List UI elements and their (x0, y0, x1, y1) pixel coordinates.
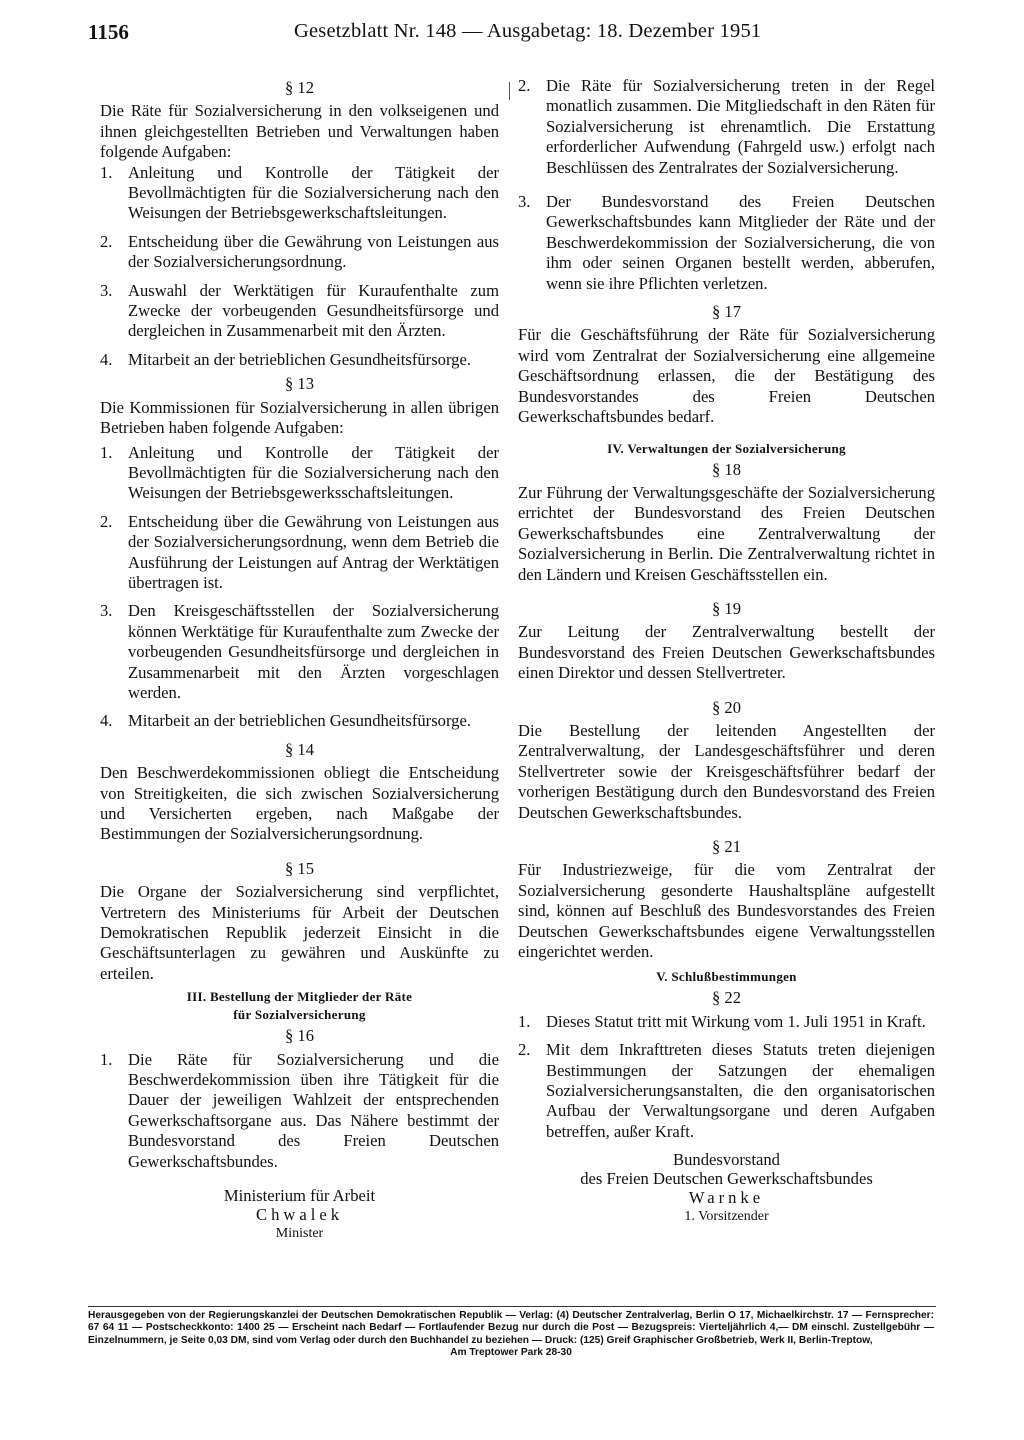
page-header (0, 18, 1024, 52)
section-text: Zur Führung der Verwaltungsgeschäfte der Sozialversicherung errichtet der Bundesvorstand des Freien Deutschen Gewerkschaftsbundes eine Zentralverwaltung der Sozialversicherung in Berlin. Die Zentralverwaltung richtet in den Ländern und Kreisen Geschäftsstellen ein. (518, 482, 935, 584)
footer-rule (88, 1306, 936, 1307)
list-text: Mitarbeit an der betrieblichen Gesundheitsfürsorge. (128, 711, 471, 731)
task-list (100, 1050, 499, 1172)
section-intro: Die Räte für Sozialversicherung in den volkseigenen und ihnen gleichgestellten Betrieben und Verwaltungen haben folgende Aufgaben: (100, 101, 499, 162)
list-item (518, 1012, 935, 1032)
task-list (100, 443, 499, 732)
section-text: Zur Leitung der Zentralverwaltung bestellt der Bundesvorstand des Freien Deutschen Gewerkschaftsbundes einen Direktor und dessen Stellvertreter. (518, 622, 935, 683)
section-text: Die Organe der Sozialversicherung sind verpflichtet, Vertretern des Ministeriums für Arbeit der Deutschen Demokratischen Republik jederzeit Einsicht in die Geschäftsunterlagen zu gewähren und Auskünfte zu erteilen. (100, 882, 499, 983)
list-text: Entscheidung über die Gewährung von Leistungen aus der Sozialversicherungsordnung. (128, 231, 499, 272)
list-text: Der Bundesvorstand des Freien Deutschen Gewerkschaftsbundes kann Mitglieder der Räte und der Beschwerdekommission der Sozialversicherung, die von ihm oder seinen Organen bestellt werden, abberufen, wenn sie ihre Pflichten verletzen. (546, 192, 935, 293)
signature-org: Ministerium für Arbeit (223, 1186, 376, 1206)
section-text: Den Beschwerdekommissionen obliegt die Entscheidung von Streitigkeiten, die sich zwischen Sozialversicherung und Versicherten ergeben, nach Maßgabe der Bestimmungen der Sozialversicherungsordnung. (100, 763, 499, 844)
signature-name: Chwalek (256, 1205, 343, 1225)
list-text: Den Kreisgeschäftsstellen der Sozialversicherung können Werktätige für Kuraufenthalte zum Zwecke der vorbeugenden Gesundheitsfürsorge und dergleichen in Zusammenarbeit mit den Ärzten vorgeschlagen werden. (128, 601, 499, 702)
section-title: § 14 (284, 739, 315, 759)
list-item (100, 601, 499, 703)
list-number: 2. (100, 511, 113, 531)
list-item (518, 1040, 935, 1142)
section-title: § 15 (284, 858, 315, 878)
list-number: 1. (100, 442, 113, 462)
list-item (100, 350, 499, 370)
signature-org: Bundesvorstand (673, 1150, 780, 1170)
section-text: Die Bestellung der leitenden Angestellten der Zentralverwaltung, der Landesgeschäftsführer und deren Stellvertreter sowie der Kreisgeschäftsführer bedarf der vorherigen Bestätigung durch den Bundesvorstand des Freien Deutschen Gewerkschaftsbundes. (518, 720, 935, 822)
list-number: 2. (518, 76, 531, 95)
list-item (518, 192, 935, 294)
list-number: 4. (100, 349, 113, 369)
list-item (100, 443, 499, 504)
signature-block (518, 1150, 935, 1226)
chapter-heading: V. Schlußbestimmungen (656, 969, 797, 985)
signature-name: Warnke (688, 1188, 765, 1208)
section-intro: Die Kommissionen für Sozialversicherung in allen übrigen Betrieben haben folgende Aufgaben: (100, 397, 499, 438)
column-divider (509, 82, 510, 100)
list-item (100, 232, 499, 273)
section-title: § 13 (284, 374, 315, 394)
list-number: 3. (100, 280, 113, 300)
task-list (518, 1012, 935, 1142)
chapter-heading (100, 988, 499, 1024)
list-number: 1. (100, 1049, 113, 1069)
right-column (518, 76, 935, 1226)
section-text: Für die Geschäftsführung der Räte für Sozialversicherung wird vom Zentralrat der Sozialversicherung eine allgemeine Geschäftsordnung erlassen, die der Bestätigung des Bundesvorstandes des Freien Deutschen Gewerkschaftsbundes bedarf. (518, 325, 935, 427)
left-column (100, 76, 499, 1243)
list-number: 4. (100, 711, 113, 731)
list-number: 2. (518, 1040, 531, 1060)
chapter-heading-line: für Sozialversicherung (233, 1007, 366, 1023)
section-title: § 20 (711, 697, 742, 717)
section-text: Für Industriezweige, für die vom Zentralrat der Sozialversicherung gesonderte Haushaltspläne aufgestellt sind, können auf Beschluß des Bundesvorstandes des Freien Deutschen Gewerkschaftsbundes eigene Verwaltungsstellen eingerichtet werden. (518, 860, 935, 962)
list-text: Mitarbeit an der betrieblichen Gesundheitsfürsorge. (128, 349, 471, 369)
signature-block (100, 1186, 499, 1243)
chapter-heading: IV. Verwaltungen der Sozialversicherung (607, 440, 846, 456)
chapter-heading-line: III. Bestellung der Mitglieder der Räte (186, 989, 413, 1005)
section-title: § 22 (711, 988, 742, 1008)
section-title: § 21 (711, 837, 742, 856)
list-item (100, 512, 499, 594)
section-title: § 16 (284, 1026, 315, 1046)
list-text: Anleitung und Kontrolle der Tätigkeit der Bevollmächtigten für die Sozialversicherung nach den Weisungen der Betriebsgewerksschaftsleitungen. (128, 442, 499, 503)
list-text: Die Räte für Sozialversicherung treten in der Regel monatlich zusammen. Die Mitgliedschaft in den Räten für Sozialversicherung ist ehrenamtlich. Die Erstattung erforderlicher Aufwendung (Fahrgeld usw.) erfolgt nach Beschlüssen des Zentralrates der Sozialversicherung. (546, 76, 935, 177)
section-title: § 12 (284, 78, 315, 97)
list-number: 3. (100, 601, 113, 621)
list-number: 1. (100, 162, 113, 182)
list-item (518, 76, 935, 178)
page-number: 1156 (88, 20, 129, 44)
list-text: Auswahl der Werktätigen für Kuraufenthalte zum Zwecke der vorbeugenden Gesundheitsfürsorge und dergleichen in Zusammenarbeit mit den Ärzten. (128, 280, 499, 341)
list-item (100, 163, 499, 224)
list-text: Entscheidung über die Gewährung von Leistungen aus der Sozialversicherungsordnung, wenn dem Betrieb die Ausführung der Leistungen auf Antrag der Werktätigen übertragen ist. (128, 511, 499, 592)
section-title: § 19 (711, 598, 742, 618)
list-text: Mit dem Inkrafttreten dieses Statuts treten diejenigen Bestimmungen der Satzungen der ehemaligen Sozialversicherungsanstalten, die den organisatorischen Aufbau der Verwaltungsorgane und deren Aufgaben betreffen, außer Kraft. (546, 1040, 935, 1141)
list-text: Die Räte für Sozialversicherung und die Beschwerdekommission üben ihre Tätigkeit für die Dauer der jeweiligen Wahlzeit der entsprechenden Gewerkschaftsorgane aus. Das Nähere bestimmt der Bundesvorstand des Freien Deutschen Gewerkschaftsbundes. (128, 1049, 499, 1171)
task-list (100, 163, 499, 371)
imprint-address: Am Treptower Park 28-30 (450, 1347, 572, 1359)
signature-role: Minister (275, 1226, 324, 1242)
list-text: Dieses Statut tritt mit Wirkung vom 1. Juli 1951 in Kraft. (546, 1011, 926, 1031)
header-title: Gesetzblatt Nr. 148 — Ausgabetag: 18. Dezember 1951 (294, 20, 762, 42)
list-number: 3. (518, 192, 531, 212)
section-title: § 18 (711, 459, 742, 479)
list-text: Anleitung und Kontrolle der Tätigkeit der Bevollmächtigten für die Sozialversicherung nach den Weisungen der Betriebsgewerkschaftsleitungen. (128, 162, 499, 223)
section-title: § 17 (711, 302, 742, 322)
imprint-footer (88, 1310, 934, 1360)
task-list (518, 76, 935, 294)
imprint-text: Herausgegeben von der Regierungskanzlei der Deutschen Demokratischen Republik — Verlag: (4) Deutscher Zentralverlag, Berlin O 17, Michaelkirchstr. 17 — Fernsprecher: 67 64 11 — Postscheckkonto: 1400 25 — Erscheint nach Bedarf — Fortlaufender Bezug nur durch die Post — Bezugspreis: Vierteljährlich 4,— DM einschl. Zustellgebühr — Einzelnummern, je Seite 0,03 DM, sind vom Verlag oder durch den Buchhandel zu beziehen — Druck: (125) Greif Graphischer Großbetrieb, Werk II, Berlin-Treptow, (88, 1310, 934, 1346)
list-number: 2. (100, 231, 113, 251)
list-number: 1. (518, 1011, 531, 1031)
list-item (100, 281, 499, 342)
list-item (100, 1050, 499, 1172)
signature-role: 1. Vorsitzender (684, 1209, 769, 1225)
signature-org-line: des Freien Deutschen Gewerkschaftsbundes (580, 1169, 873, 1189)
list-item (100, 711, 499, 731)
